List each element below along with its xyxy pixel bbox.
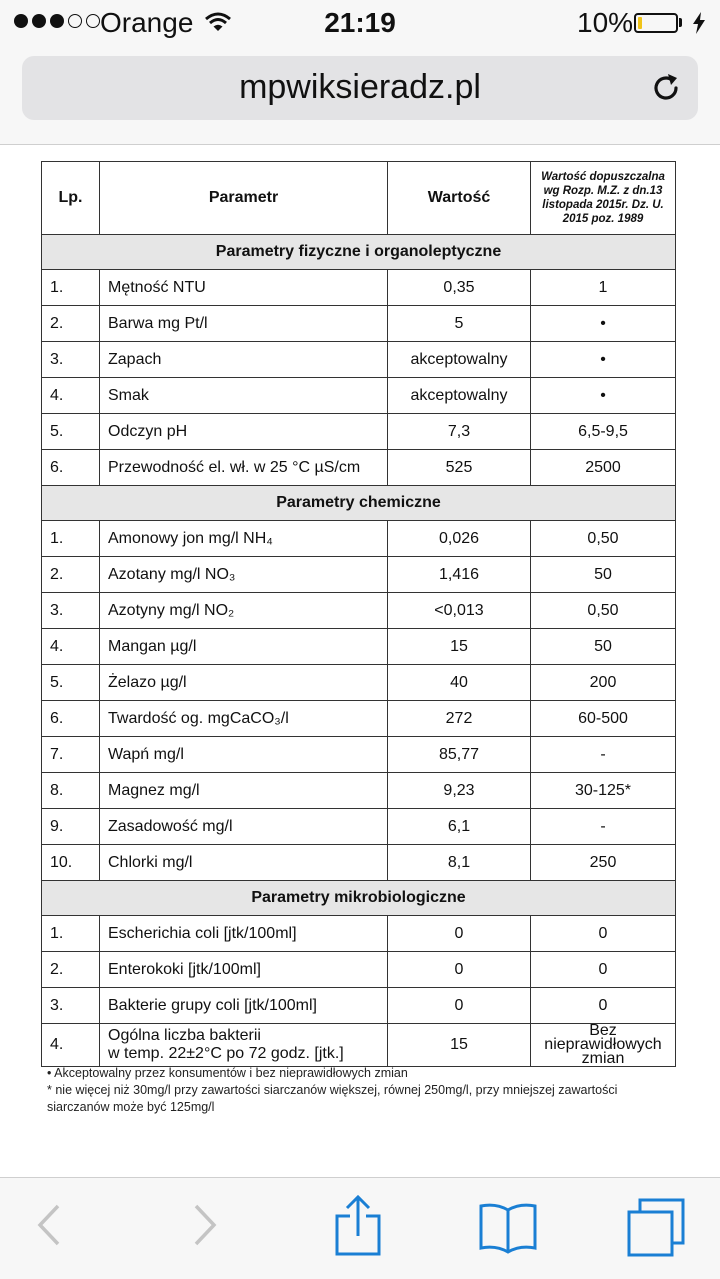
row-number: 5.: [42, 665, 100, 701]
footnote-magnesium: * nie więcej niż 30mg/l przy zawartości siarczanów większej, równej 250mg/l, przy mniejszej zawartości siarczanów może być 125mg/l: [47, 1083, 618, 1114]
section-title: Parametry fizyczne i organoleptyczne: [42, 235, 676, 270]
table-row: [42, 809, 676, 845]
footnote-acceptable: • Akceptowalny przez konsumentów i bez nieprawidłowych zmian: [47, 1066, 408, 1080]
water-quality-table: [41, 161, 676, 1067]
parameter-name: Odczyn pH: [100, 414, 388, 450]
allowed-limit: 50: [531, 557, 676, 593]
measured-value: 40: [388, 665, 531, 701]
allowed-limit: Bez nieprawidłowych zmian: [531, 1024, 676, 1067]
row-number: 8.: [42, 773, 100, 809]
table-row: [42, 378, 676, 414]
measured-value: 5: [388, 306, 531, 342]
browser-nav-bar: [0, 46, 720, 145]
table-row: [42, 306, 676, 342]
header-value: Wartość: [388, 162, 531, 235]
parameter-name: [100, 1024, 388, 1067]
parameter-name: Twardość og. mgCaCO₃/l: [100, 701, 388, 737]
parameter-name: Azotany mg/l NO₃: [100, 557, 388, 593]
table-row: [42, 1024, 676, 1067]
parameter-name: Azotyny mg/l NO₂: [100, 593, 388, 629]
row-number: 4.: [42, 1024, 100, 1067]
table-row: [42, 665, 676, 701]
row-number: 7.: [42, 737, 100, 773]
table-row: [42, 450, 676, 486]
parameter-name: Mangan µg/l: [100, 629, 388, 665]
parameter-name-line: Ogólna liczba bakterii: [108, 1027, 261, 1044]
parameter-name: Mętność NTU: [100, 270, 388, 306]
allowed-limit: 0,50: [531, 521, 676, 557]
measured-value: 1,416: [388, 557, 531, 593]
allowed-limit: 2500: [531, 450, 676, 486]
carrier-name: Orange: [100, 7, 194, 38]
parameter-name: Żelazo µg/l: [100, 665, 388, 701]
charging-bolt-icon: [692, 12, 706, 34]
row-number: 3.: [42, 988, 100, 1024]
row-number: 3.: [42, 593, 100, 629]
header-parameter: Parametr: [100, 162, 388, 235]
allowed-limit: 0: [531, 988, 676, 1024]
allowed-limit: 0,50: [531, 593, 676, 629]
row-number: 2.: [42, 952, 100, 988]
measured-value: 525: [388, 450, 531, 486]
row-number: 4.: [42, 629, 100, 665]
clock: 21:19: [324, 7, 396, 38]
allowed-limit: 30-125*: [531, 773, 676, 809]
parameter-name: Enterokoki [jtk/100ml]: [100, 952, 388, 988]
table-header-row: [42, 162, 676, 235]
measured-value: 8,1: [388, 845, 531, 881]
measured-value: 272: [388, 701, 531, 737]
row-number: 9.: [42, 809, 100, 845]
browser-toolbar: [0, 1177, 720, 1279]
allowed-limit: •: [531, 342, 676, 378]
parameter-name: Zapach: [100, 342, 388, 378]
battery-icon: [634, 13, 678, 33]
parameter-name: Bakterie grupy coli [jtk/100ml]: [100, 988, 388, 1024]
row-number: 3.: [42, 342, 100, 378]
measured-value: 85,77: [388, 737, 531, 773]
battery-tip: [679, 18, 682, 27]
reload-icon[interactable]: [648, 70, 684, 106]
row-number: 10.: [42, 845, 100, 881]
parameter-name: Magnez mg/l: [100, 773, 388, 809]
row-number: 6.: [42, 450, 100, 486]
allowed-limit: 0: [531, 916, 676, 952]
measured-value: 0: [388, 988, 531, 1024]
measured-value: akceptowalny: [388, 378, 531, 414]
table-row: [42, 557, 676, 593]
parameter-name: Amonowy jon mg/l NH₄: [100, 521, 388, 557]
table-row: [42, 342, 676, 378]
section-title: Parametry mikrobiologiczne: [42, 881, 676, 916]
allowed-limit: 0: [531, 952, 676, 988]
battery-percent: 10%: [577, 7, 634, 38]
row-number: 5.: [42, 414, 100, 450]
parameter-name: Smak: [100, 378, 388, 414]
measured-value: 0: [388, 952, 531, 988]
measured-value: 15: [388, 1024, 531, 1067]
allowed-limit: •: [531, 378, 676, 414]
parameter-name: Barwa mg Pt/l: [100, 306, 388, 342]
row-number: 1.: [42, 916, 100, 952]
allowed-limit: 60-500: [531, 701, 676, 737]
table-row: [42, 845, 676, 881]
parameter-name: Escherichia coli [jtk/100ml]: [100, 916, 388, 952]
table-row: [42, 414, 676, 450]
measured-value: <0,013: [388, 593, 531, 629]
section-title: Parametry chemiczne: [42, 486, 676, 521]
table-row: [42, 952, 676, 988]
parameter-name: Wapń mg/l: [100, 737, 388, 773]
tabs-icon[interactable]: [626, 1198, 686, 1258]
measured-value: 7,3: [388, 414, 531, 450]
web-content: [0, 145, 720, 1177]
forward-icon[interactable]: [190, 1200, 220, 1250]
row-number: 4.: [42, 378, 100, 414]
parameter-name: Zasadowość mg/l: [100, 809, 388, 845]
back-icon[interactable]: [34, 1200, 64, 1250]
measured-value: 0: [388, 916, 531, 952]
table-row: [42, 701, 676, 737]
allowed-limit: •: [531, 306, 676, 342]
table-row: [42, 916, 676, 952]
header-limit: Wartość dopuszczalna wg Rozp. M.Z. z dn.13 listopada 2015r. Dz. U. 2015 poz. 1989: [531, 162, 676, 235]
battery-level-fill: [638, 17, 642, 29]
table-row: [42, 270, 676, 306]
row-number: 1.: [42, 270, 100, 306]
allowed-limit: 50: [531, 629, 676, 665]
footnotes: [47, 1065, 667, 1116]
table-row: [42, 629, 676, 665]
measured-value: 15: [388, 629, 531, 665]
allowed-limit: 1: [531, 270, 676, 306]
section-header-microbiological: [42, 881, 676, 916]
table-row: [42, 593, 676, 629]
measured-value: 0,026: [388, 521, 531, 557]
bookmarks-icon[interactable]: [478, 1202, 538, 1254]
row-number: 6.: [42, 701, 100, 737]
section-header-physical: [42, 235, 676, 270]
allowed-limit: 200: [531, 665, 676, 701]
address-bar[interactable]: [22, 56, 698, 120]
table-row: [42, 521, 676, 557]
table-row: [42, 773, 676, 809]
allowed-limit: 6,5-9,5: [531, 414, 676, 450]
parameter-name: Przewodność el. wł. w 25 °C µS/cm: [100, 450, 388, 486]
header-lp: Lp.: [42, 162, 100, 235]
measured-value: akceptowalny: [388, 342, 531, 378]
allowed-limit: -: [531, 737, 676, 773]
url-text[interactable]: mpwiksieradz.pl: [239, 68, 481, 106]
parameter-name-line: w temp. 22±2°C po 72 godz. [jtk.]: [108, 1045, 344, 1062]
measured-value: 6,1: [388, 809, 531, 845]
share-icon[interactable]: [334, 1194, 382, 1256]
table-row: [42, 988, 676, 1024]
section-header-chemical: [42, 486, 676, 521]
table-row: [42, 737, 676, 773]
row-number: 1.: [42, 521, 100, 557]
parameter-name: Chlorki mg/l: [100, 845, 388, 881]
row-number: 2.: [42, 557, 100, 593]
row-number: 2.: [42, 306, 100, 342]
measured-value: 9,23: [388, 773, 531, 809]
measured-value: 0,35: [388, 270, 531, 306]
status-bar: [0, 0, 720, 46]
allowed-limit: 250: [531, 845, 676, 881]
allowed-limit: -: [531, 809, 676, 845]
